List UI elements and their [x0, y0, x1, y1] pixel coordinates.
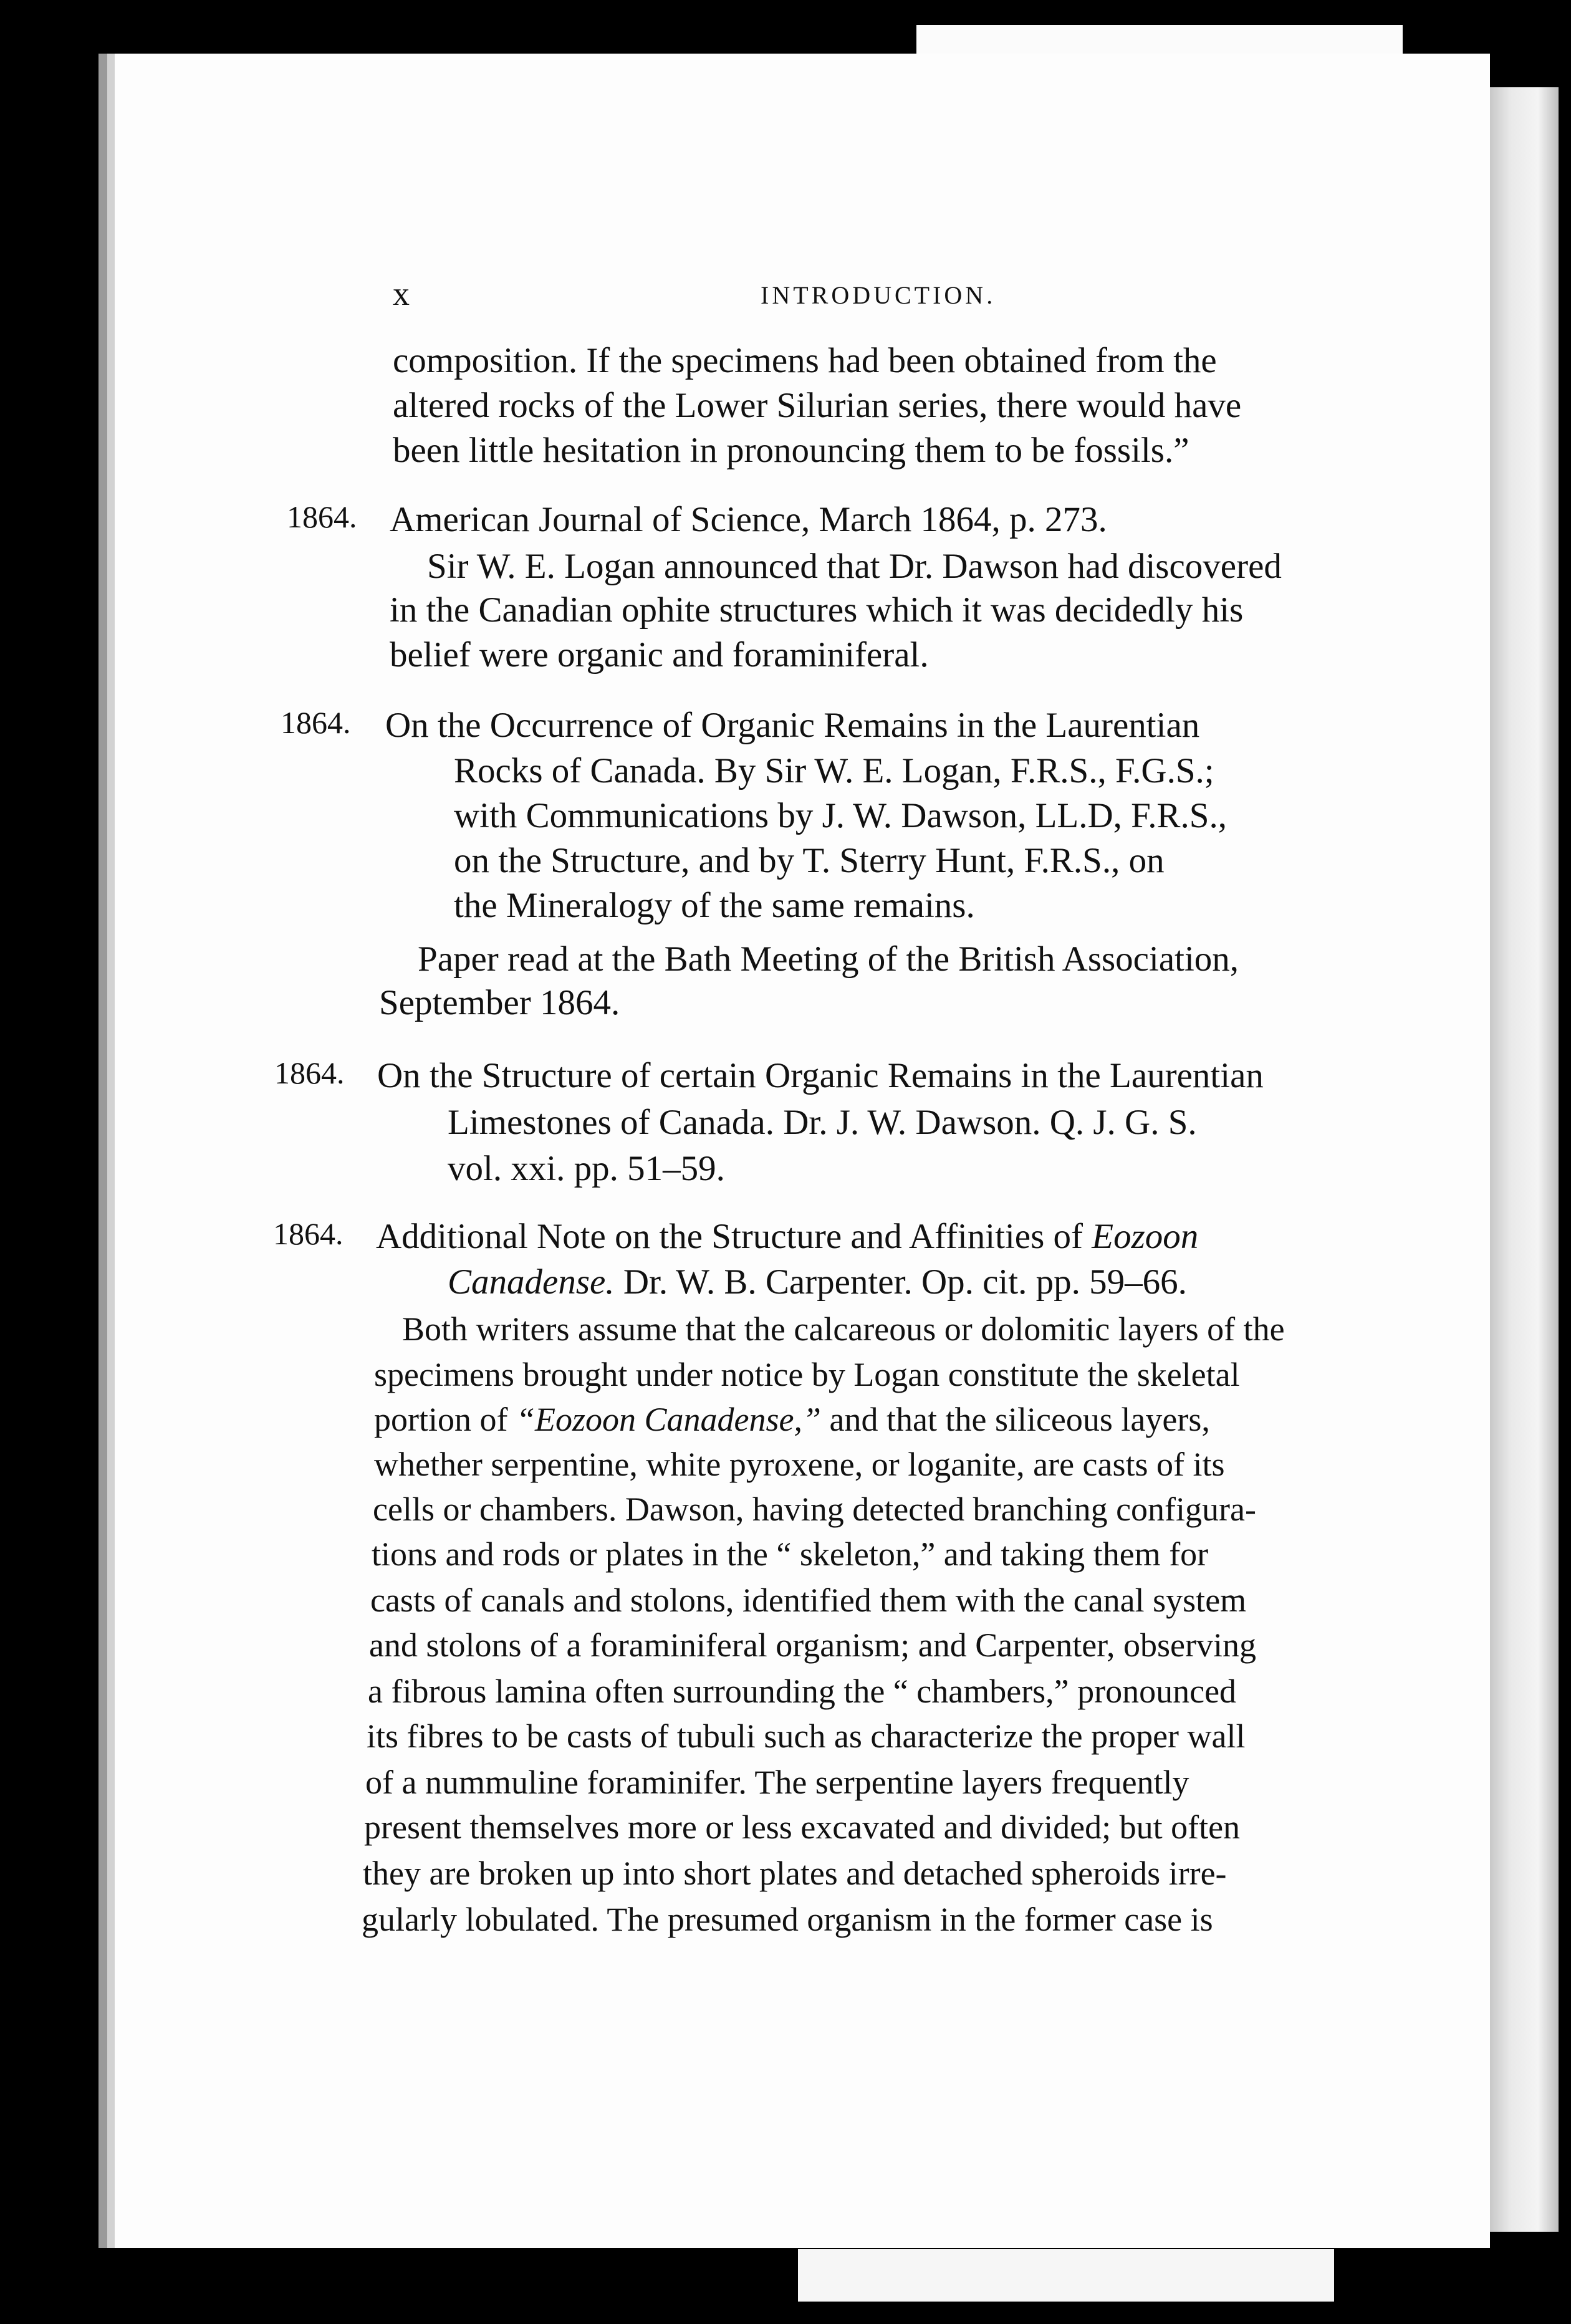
running-title: INTRODUCTION. — [761, 281, 996, 309]
page-number: x — [393, 275, 410, 312]
entry-body-line: specimens brought under notice by Logan constitute the skeletal — [374, 1356, 1240, 1393]
entry-body-line: portion of “Eozoon Canadense,” and that the siliceous layers, — [374, 1401, 1210, 1438]
entry-body-line: and stolons of a foraminiferal organism; and Carpenter, observing — [369, 1626, 1256, 1664]
entry-title-line: with Communications by J. W. Dawson, LL.D, F.R.S., — [454, 796, 1227, 835]
bottom-paper-tab — [798, 2249, 1334, 2302]
entry-title-line: American Journal of Science, March 1864, p. 273. — [390, 500, 1107, 539]
entry-year: 1864. — [287, 499, 357, 534]
entry-title-line: the Mineralogy of the same remains. — [454, 886, 975, 925]
entry-title-line: Additional Note on the Structure and Affinities of Eozoon — [376, 1217, 1199, 1256]
entry-year: 1864. — [273, 1216, 344, 1251]
entry-body-line: Paper read at the Bath Meeting of the British Association, — [418, 939, 1239, 979]
entry-title-line: Canadense. Dr. W. B. Carpenter. Op. cit. pp. 59–66. — [448, 1262, 1187, 1302]
entry-body-line: cells or chambers. Dawson, having detected branching configura- — [373, 1491, 1256, 1528]
entry-body-line: Both writers assume that the calcareous or dolomitic layers of the — [402, 1310, 1285, 1348]
entry-body-line: September 1864. — [379, 983, 620, 1022]
entry-body-line: they are broken up into short plates and detached spheroids irre- — [363, 1855, 1227, 1892]
entry-body-line: tions and rods or plates in the “ skeleton,” and taking them for — [372, 1535, 1209, 1573]
entry-year: 1864. — [274, 1055, 345, 1090]
entry-body-line: casts of canals and stolons, identified them with the canal system — [370, 1582, 1247, 1619]
entry-title-line: On the Structure of certain Organic Remains in the Laurentian — [377, 1056, 1264, 1095]
entry-body-line: gularly lobulated. The presumed organism in the former case is — [362, 1901, 1213, 1938]
entry-body-line: whether serpentine, white pyroxene, or loganite, are casts of its — [374, 1446, 1225, 1483]
taxon-name: Canadense. — [448, 1262, 615, 1302]
entry-title-line: On the Occurrence of Organic Remains in the Laurentian — [385, 706, 1200, 745]
text-line: altered rocks of the Lower Silurian series, there would have — [393, 386, 1242, 425]
entry-year: 1864. — [281, 705, 351, 740]
entry-body-line: belief were organic and foraminiferal. — [390, 635, 929, 675]
entry-title-line: Rocks of Canada. By Sir W. E. Logan, F.R.S., F.G.S.; — [454, 751, 1214, 790]
entry-body-line: present themselves more or less excavated and divided; but often — [364, 1808, 1241, 1846]
entry-body-line: a fibrous lamina often surrounding the “ chambers,” pronounced — [368, 1673, 1237, 1710]
entry-body-line: its fibres to be casts of tubuli such as characterize the proper wall — [367, 1717, 1246, 1755]
page-edge-strip — [1490, 87, 1559, 2232]
page-header — [393, 274, 1340, 324]
entry-body-line: of a nummuline foraminifer. The serpentine layers frequently — [365, 1764, 1189, 1801]
entry-title-line: vol. xxi. pp. 51–59. — [448, 1149, 725, 1188]
entry-title-line: Limestones of Canada. Dr. J. W. Dawson. Q. J. G. S. — [448, 1103, 1197, 1142]
text-line: composition. If the specimens had been obtained from the — [393, 341, 1217, 380]
entry-title-line: on the Structure, and by T. Sterry Hunt, F.R.S., on — [454, 841, 1165, 880]
taxon-name: Eozoon — [1092, 1217, 1199, 1256]
text-line: been little hesitation in pronouncing them to be fossils.” — [393, 431, 1189, 470]
taxon-name: “Eozoon Canadense,” — [516, 1401, 822, 1438]
entry-body-line: in the Canadian ophite structures which it was decidedly his — [390, 590, 1244, 630]
entry-body-line: Sir W. E. Logan announced that Dr. Dawson had discovered — [427, 547, 1282, 586]
